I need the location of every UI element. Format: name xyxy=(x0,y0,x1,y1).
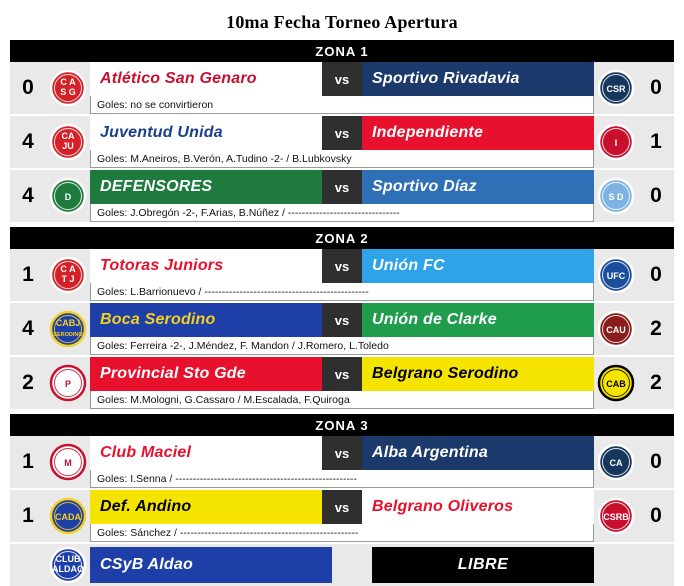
free-team-details xyxy=(90,544,594,586)
away-score: 0 xyxy=(638,490,674,542)
svg-text:S G: S G xyxy=(60,87,76,97)
home-team-name: DEFENSORES xyxy=(90,170,322,204)
crest-cau xyxy=(594,303,638,355)
away-team-name: Independiente xyxy=(362,116,594,150)
away-score: 0 xyxy=(638,249,674,301)
crest-cada xyxy=(46,490,90,542)
away-score: 1 xyxy=(638,116,674,168)
svg-text:T J: T J xyxy=(61,274,75,284)
free-right-pad xyxy=(638,544,674,586)
teams-line xyxy=(90,62,594,96)
teams-line xyxy=(90,303,594,337)
vs-label: vs xyxy=(322,249,362,283)
svg-text:S D: S D xyxy=(608,192,624,202)
crest-alba-argentina xyxy=(594,436,638,488)
vs-label: vs xyxy=(322,116,362,150)
match-details xyxy=(90,436,594,488)
goals-line: Goles: Sánchez / --------------------------------------------------- xyxy=(90,524,594,542)
svg-text:CA: CA xyxy=(61,131,75,141)
free-left-pad xyxy=(10,544,46,586)
svg-text:CAB: CAB xyxy=(606,379,626,389)
home-score: 1 xyxy=(10,249,46,301)
away-team-name: Belgrano Oliveros xyxy=(362,490,594,524)
svg-text:CAU: CAU xyxy=(606,325,626,335)
zone-header: ZONA 2 xyxy=(10,227,674,249)
svg-text:I: I xyxy=(614,138,618,148)
away-score: 2 xyxy=(638,357,674,409)
away-team-name: Unión de Clarke xyxy=(362,303,594,337)
teams-line xyxy=(90,170,594,204)
match-details xyxy=(90,249,594,301)
svg-text:CSRB: CSRB xyxy=(603,512,629,522)
away-team-name: Unión FC xyxy=(362,249,594,283)
page-title: 10ma Fecha Torneo Apertura xyxy=(226,12,458,32)
crest-belgrano-serodino xyxy=(594,357,638,409)
zone-block xyxy=(10,227,674,409)
away-team-name: Alba Argentina xyxy=(362,436,594,470)
svg-text:P: P xyxy=(64,379,72,389)
svg-text:CLUB: CLUB xyxy=(55,554,81,564)
crest-casg xyxy=(46,62,90,114)
goals-line: Goles: I.Senna / ---------------------------------------------------- xyxy=(90,470,594,488)
match-details xyxy=(90,116,594,168)
vs-label: vs xyxy=(322,303,362,337)
free-spacer xyxy=(332,547,372,583)
home-team-name: Totoras Juniors xyxy=(90,249,322,283)
free-team-row xyxy=(10,544,674,586)
crest-csr xyxy=(594,62,638,114)
match-row xyxy=(10,303,674,355)
teams-line xyxy=(90,357,594,391)
home-score: 1 xyxy=(10,436,46,488)
crest-maciel xyxy=(46,436,90,488)
svg-text:CA: CA xyxy=(609,458,623,468)
home-score: 4 xyxy=(10,303,46,355)
crest-caju xyxy=(46,116,90,168)
away-team-name: Sportivo Díaz xyxy=(362,170,594,204)
match-details xyxy=(90,303,594,355)
teams-line xyxy=(90,436,594,470)
crest-csrb xyxy=(594,490,638,542)
away-team-name: Sportivo Rivadavia xyxy=(362,62,594,96)
match-row xyxy=(10,116,674,168)
goals-line: Goles: M.Mologni, G.Cassaro / M.Escalada, F.Quiroga xyxy=(90,391,594,409)
away-score: 0 xyxy=(638,170,674,222)
match-row xyxy=(10,490,674,542)
zones-container xyxy=(10,40,674,586)
goals-line: Goles: Ferreira -2-, J.Méndez, F. Mandon / J.Romero, L.Toledo xyxy=(90,337,594,355)
away-score: 0 xyxy=(638,62,674,114)
goals-line: Goles: no se convirtieron xyxy=(90,96,594,114)
vs-label: vs xyxy=(322,170,362,204)
zone-block xyxy=(10,40,674,222)
goals-line: Goles: J.Obregón -2-, F.Arias, B.Núñez / -------------------------------- xyxy=(90,204,594,222)
home-team-name: Boca Serodino xyxy=(90,303,322,337)
svg-text:C A: C A xyxy=(60,77,76,87)
away-score: 2 xyxy=(638,303,674,355)
teams-line xyxy=(90,116,594,150)
svg-text:D: D xyxy=(64,192,72,202)
free-team-name: CSyB Aldao xyxy=(90,547,332,583)
free-status-label: LIBRE xyxy=(372,547,594,583)
zone-block xyxy=(10,414,674,586)
home-score: 1 xyxy=(10,490,46,542)
match-details xyxy=(90,170,594,222)
vs-label: vs xyxy=(322,357,362,391)
vs-label: vs xyxy=(322,62,362,96)
match-details xyxy=(90,357,594,409)
goals-line: Goles: L.Barrionuevo / ----------------------------------------------- xyxy=(90,283,594,301)
match-details xyxy=(90,62,594,114)
match-row xyxy=(10,249,674,301)
match-row xyxy=(10,62,674,114)
svg-text:JU: JU xyxy=(62,141,74,151)
svg-text:SERODINO: SERODINO xyxy=(53,332,83,338)
crest-csyb-aldao xyxy=(46,544,90,586)
teams-line xyxy=(90,490,594,524)
vs-label: vs xyxy=(322,490,362,524)
teams-line xyxy=(90,249,594,283)
zone-header: ZONA 3 xyxy=(10,414,674,436)
crest-ufc xyxy=(594,249,638,301)
home-team-name: Atlético San Genaro xyxy=(90,62,322,96)
home-score: 0 xyxy=(10,62,46,114)
home-team-name: Club Maciel xyxy=(90,436,322,470)
away-team-name: Belgrano Serodino xyxy=(362,357,594,391)
free-right-crest-pad xyxy=(594,544,638,586)
svg-text:CSR: CSR xyxy=(606,84,626,94)
home-team-name: Provincial Sto Gde xyxy=(90,357,322,391)
away-score: 0 xyxy=(638,436,674,488)
svg-text:ALDAO: ALDAO xyxy=(52,564,84,574)
crest-defensores xyxy=(46,170,90,222)
svg-text:UFC: UFC xyxy=(606,271,626,281)
goals-line: Goles: M.Aneiros, B.Verón, A.Tudino -2- / B.Lubkovsky xyxy=(90,150,594,168)
crest-provincial xyxy=(46,357,90,409)
zone-header: ZONA 1 xyxy=(10,40,674,62)
home-score: 4 xyxy=(10,116,46,168)
svg-text:CABJ: CABJ xyxy=(55,318,81,328)
match-row xyxy=(10,357,674,409)
svg-text:CADA: CADA xyxy=(55,512,81,522)
vs-label: vs xyxy=(322,436,362,470)
svg-text:M: M xyxy=(64,458,72,468)
home-team-name: Def. Andino xyxy=(90,490,322,524)
home-score: 2 xyxy=(10,357,46,409)
crest-sd xyxy=(594,170,638,222)
home-score: 4 xyxy=(10,170,46,222)
free-teams-line xyxy=(90,547,594,583)
match-row xyxy=(10,170,674,222)
svg-text:C A: C A xyxy=(60,264,76,274)
crest-independiente xyxy=(594,116,638,168)
crest-boca-serodino xyxy=(46,303,90,355)
match-details xyxy=(90,490,594,542)
home-team-name: Juventud Unida xyxy=(90,116,322,150)
crest-ctj xyxy=(46,249,90,301)
match-row xyxy=(10,436,674,488)
